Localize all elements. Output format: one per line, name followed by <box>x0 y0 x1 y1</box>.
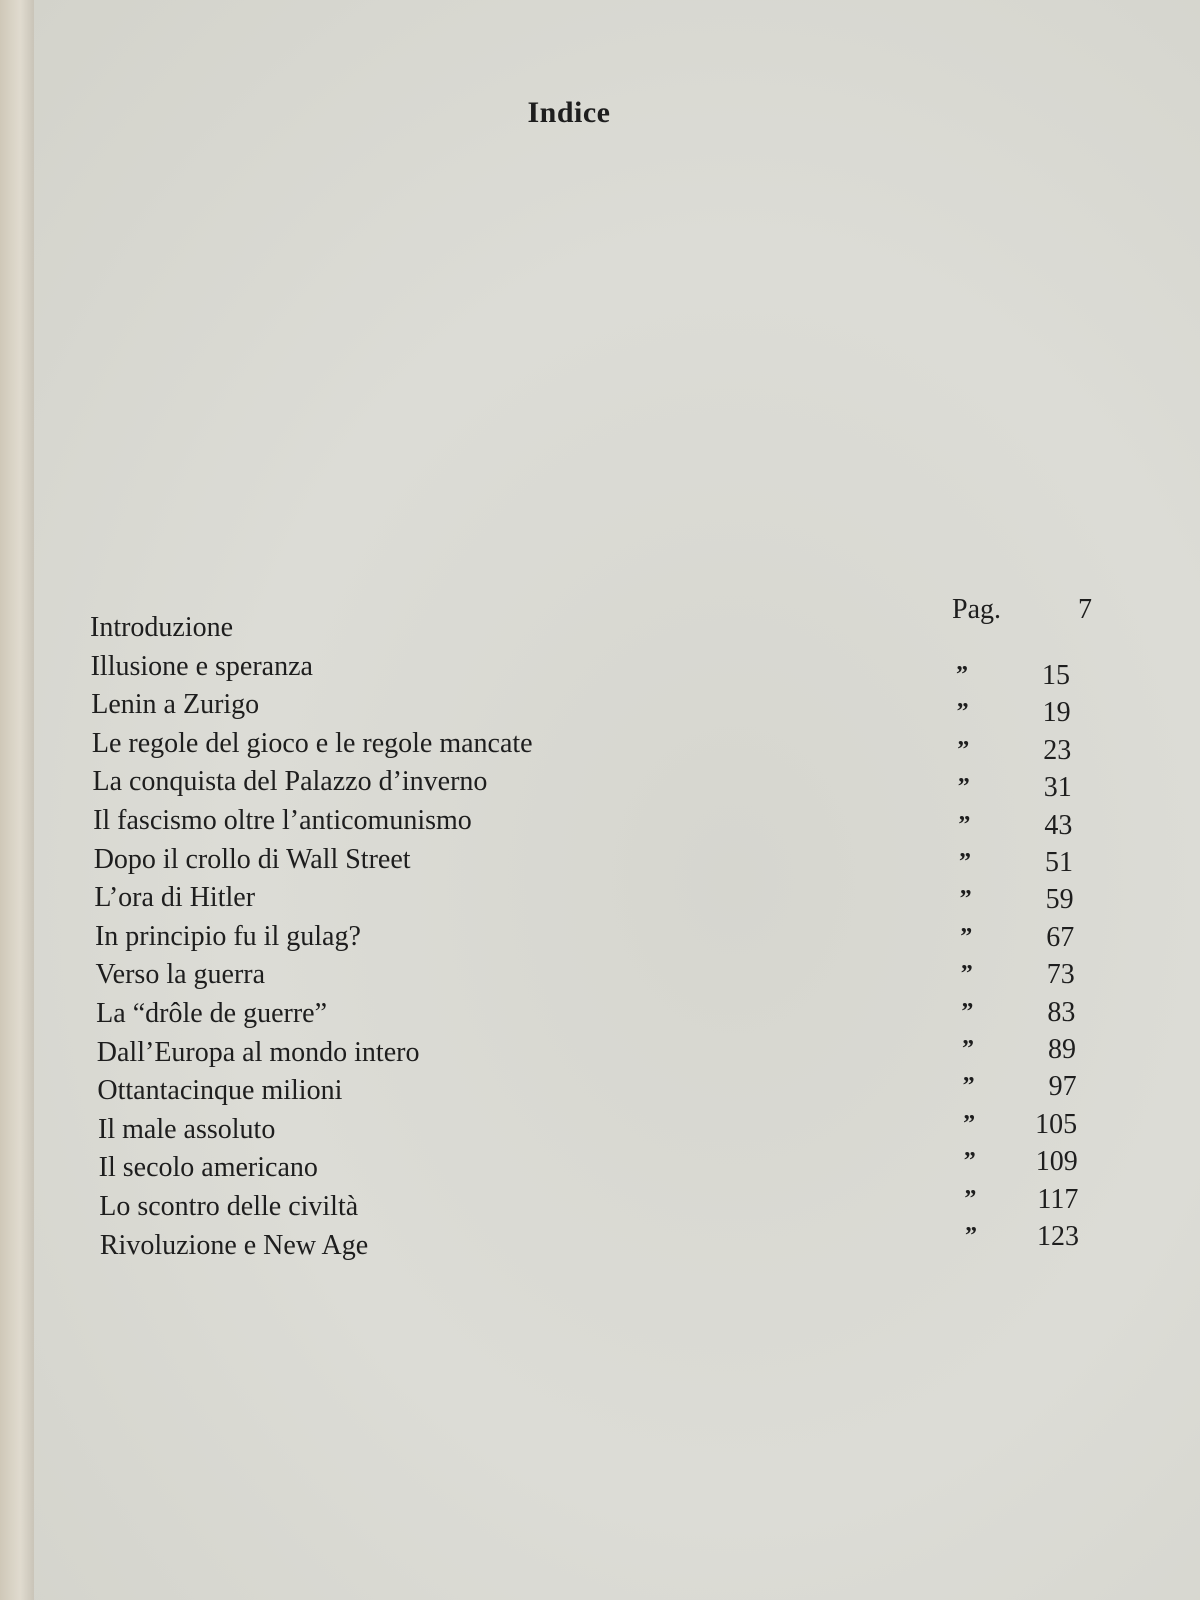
book-page <box>34 0 1200 1600</box>
page-title: Indice <box>527 96 611 129</box>
toc-page-number: 117 <box>1037 1183 1079 1215</box>
toc-page-number: 23 <box>1043 734 1072 766</box>
toc-page-number: 43 <box>1044 809 1073 841</box>
toc-page-number: 15 <box>1042 660 1070 691</box>
toc-page-number: 105 <box>1035 1108 1078 1140</box>
toc-page-number: 59 <box>1045 884 1074 916</box>
toc-entry-title: Il secolo americano <box>98 1152 318 1184</box>
ditto-mark: ” <box>961 1036 974 1062</box>
ditto-mark: ” <box>958 849 971 875</box>
table-of-contents <box>90 0 1100 1600</box>
toc-entry-title: La conquista del Palazzo d’inverno <box>92 766 488 798</box>
ditto-mark: ” <box>964 1223 977 1249</box>
ditto-mark: ” <box>964 1185 977 1212</box>
toc-entry-title: Introduzione <box>90 612 234 643</box>
toc-entry-title: Lenin a Zurigo <box>91 689 260 721</box>
first-page-number: 7 <box>1078 594 1092 625</box>
ditto-mark: ” <box>961 998 974 1025</box>
toc-page-number: 83 <box>1047 996 1076 1028</box>
ditto-mark: ” <box>959 886 972 913</box>
ditto-mark: ” <box>963 1110 976 1137</box>
toc-page-number: 31 <box>1043 772 1072 804</box>
toc-entry-title: Il male assoluto <box>98 1113 276 1145</box>
toc-page-number: 123 <box>1036 1221 1079 1252</box>
toc-page-number: 73 <box>1046 959 1075 991</box>
ditto-mark: ” <box>956 699 969 726</box>
toc-page-number: 67 <box>1046 921 1075 953</box>
toc-entry-title: In principio fu il gulag? <box>94 920 361 952</box>
toc-entry-title: Il fascismo oltre l’anticomunismo <box>93 805 472 836</box>
ditto-mark: ” <box>962 1073 975 1100</box>
toc-entry-title: La “drôle de guerre” <box>96 998 328 1029</box>
toc-entry-title: L’ora di Hitler <box>94 882 256 914</box>
ditto-mark: ” <box>956 662 968 688</box>
toc-entry-title: Illusione e speranza <box>90 650 313 682</box>
toc-entry-title: Verso la guerra <box>95 959 266 991</box>
pag-label: Pag. <box>952 594 1001 625</box>
toc-entry-title: Ottantacinque milioni <box>97 1075 343 1107</box>
toc-entry-title: Le regole del gioco e le regole mancate <box>91 727 533 759</box>
ditto-mark: ” <box>958 811 971 838</box>
toc-page-number: 97 <box>1048 1071 1077 1103</box>
ditto-mark: ” <box>960 923 973 950</box>
toc-page-number: 109 <box>1035 1146 1078 1178</box>
ditto-mark: ” <box>957 736 970 763</box>
ditto-mark: ” <box>960 961 973 988</box>
toc-entry-title: Dall’Europa al mondo intero <box>96 1036 420 1068</box>
toc-page-number: 89 <box>1047 1034 1076 1065</box>
ditto-mark: ” <box>963 1148 976 1175</box>
toc-page-number: 19 <box>1042 697 1071 729</box>
book-gutter <box>0 0 34 1600</box>
toc-entry-title: Dopo il crollo di Wall Street <box>93 843 411 875</box>
toc-entry-title: Rivoluzione e New Age <box>99 1229 369 1261</box>
toc-entry-title: Lo scontro delle civiltà <box>99 1191 359 1222</box>
ditto-mark: ” <box>957 774 970 801</box>
toc-page-number: 51 <box>1044 847 1073 878</box>
